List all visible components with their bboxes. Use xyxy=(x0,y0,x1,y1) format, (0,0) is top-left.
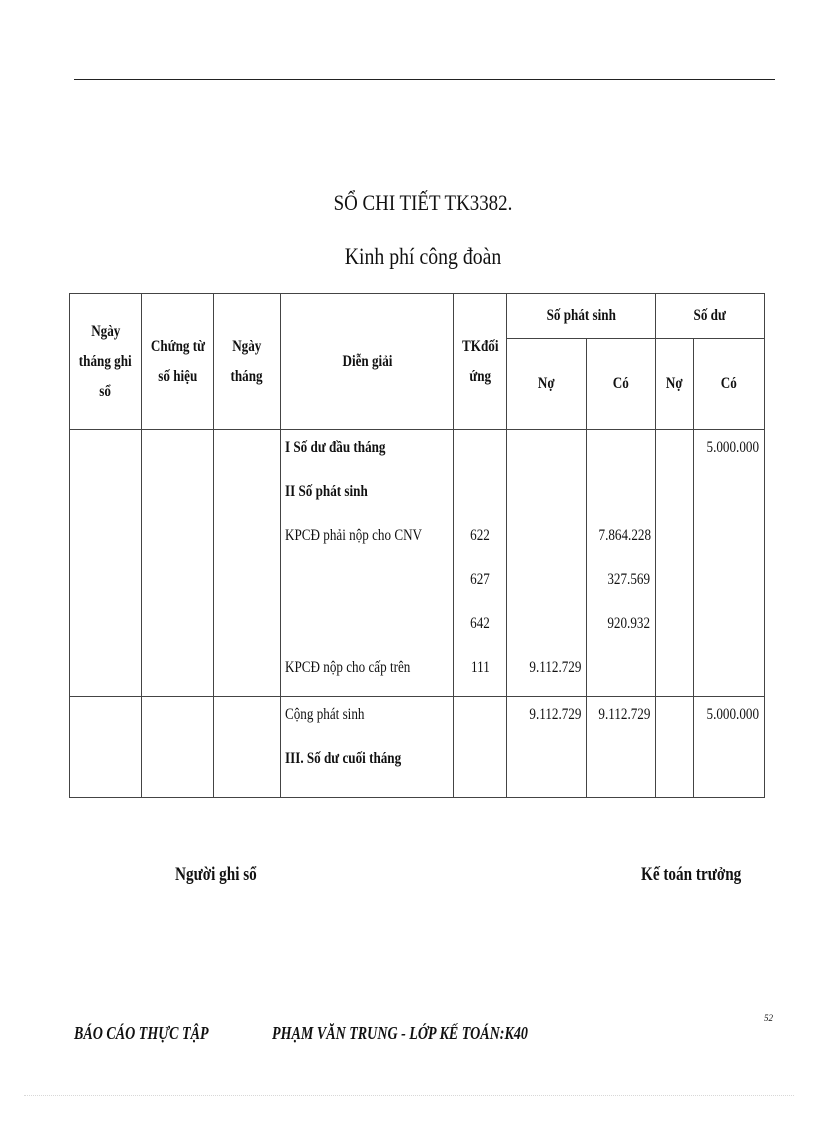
table-body-block xyxy=(70,430,765,697)
line-blank-627 xyxy=(281,564,453,608)
header-balance-credit: Có xyxy=(694,339,765,430)
page-number: 52 xyxy=(764,1013,773,1023)
counter-account-cell xyxy=(454,697,507,798)
line-opening-balance: I Số dư đầu tháng xyxy=(285,439,386,456)
header-description: Diễn giải xyxy=(281,294,454,430)
line-blank-642 xyxy=(281,608,453,652)
document-subtitle: Kinh phí công đoàn xyxy=(344,244,502,269)
balance-debit-cell xyxy=(656,430,694,697)
footer-author: PHẠM VĂN TRUNG - LỚP KẾ TOÁN:K40 xyxy=(272,1023,528,1043)
bottom-divider xyxy=(24,1095,794,1096)
line-transactions-heading: II Số phát sinh xyxy=(285,483,368,500)
voucher-number-cell xyxy=(142,697,214,798)
line-closing-balance: III. Số dư cuối tháng xyxy=(285,750,402,767)
header-voucher-number: Chứng từ số hiệu xyxy=(142,294,214,430)
top-rule xyxy=(74,79,775,80)
balance-debit-cell xyxy=(656,697,694,798)
line-total-transactions: Cộng phát sinh xyxy=(285,706,365,723)
header-transactions: Số phát sinh xyxy=(507,294,656,339)
description-cell xyxy=(281,430,454,697)
ledger-table xyxy=(69,293,765,798)
signature-chief-accountant: Kế toán trưởng xyxy=(641,864,742,885)
table-summary-block xyxy=(70,697,765,798)
header-date-recorded: Ngày tháng ghi sổ xyxy=(70,294,142,430)
date-recorded-cell xyxy=(70,430,142,697)
date-recorded-cell xyxy=(70,697,142,798)
credit-cell: 9.112.729 xyxy=(587,697,656,798)
balance-credit-cell: 5.000.000 xyxy=(694,430,765,697)
voucher-date-cell xyxy=(214,697,281,798)
description-cell xyxy=(281,697,454,798)
footer-report-title: BÁO CÁO THỰC TẬP xyxy=(74,1023,209,1043)
header-debit: Nợ xyxy=(507,339,587,430)
signature-recorder: Người ghi sổ xyxy=(175,864,257,885)
header-balance-debit: Nợ xyxy=(656,339,694,430)
balance-credit-cell: 5.000.000 xyxy=(694,697,765,798)
line-kpcd-payable: KPCĐ phải nộp cho CNV xyxy=(285,527,423,544)
debit-cell: 9.112.729 xyxy=(507,430,587,697)
document-title: SỔ CHI TIẾT TK3382. xyxy=(333,190,513,215)
header-balance: Số dư xyxy=(656,294,765,339)
voucher-number-cell xyxy=(142,430,214,697)
counter-account-cell: 622 627 642 111 xyxy=(454,430,507,697)
line-kpcd-paid-up: KPCĐ nộp cho cấp trên xyxy=(285,659,411,676)
header-credit: Có xyxy=(587,339,656,430)
header-voucher-date: Ngày tháng xyxy=(214,294,281,430)
header-counter-account: TKđối ứng xyxy=(454,294,507,430)
debit-cell: 9.112.729 xyxy=(507,697,587,798)
credit-cell: 7.864.228 327.569 920.932 xyxy=(587,430,656,697)
voucher-date-cell xyxy=(214,430,281,697)
